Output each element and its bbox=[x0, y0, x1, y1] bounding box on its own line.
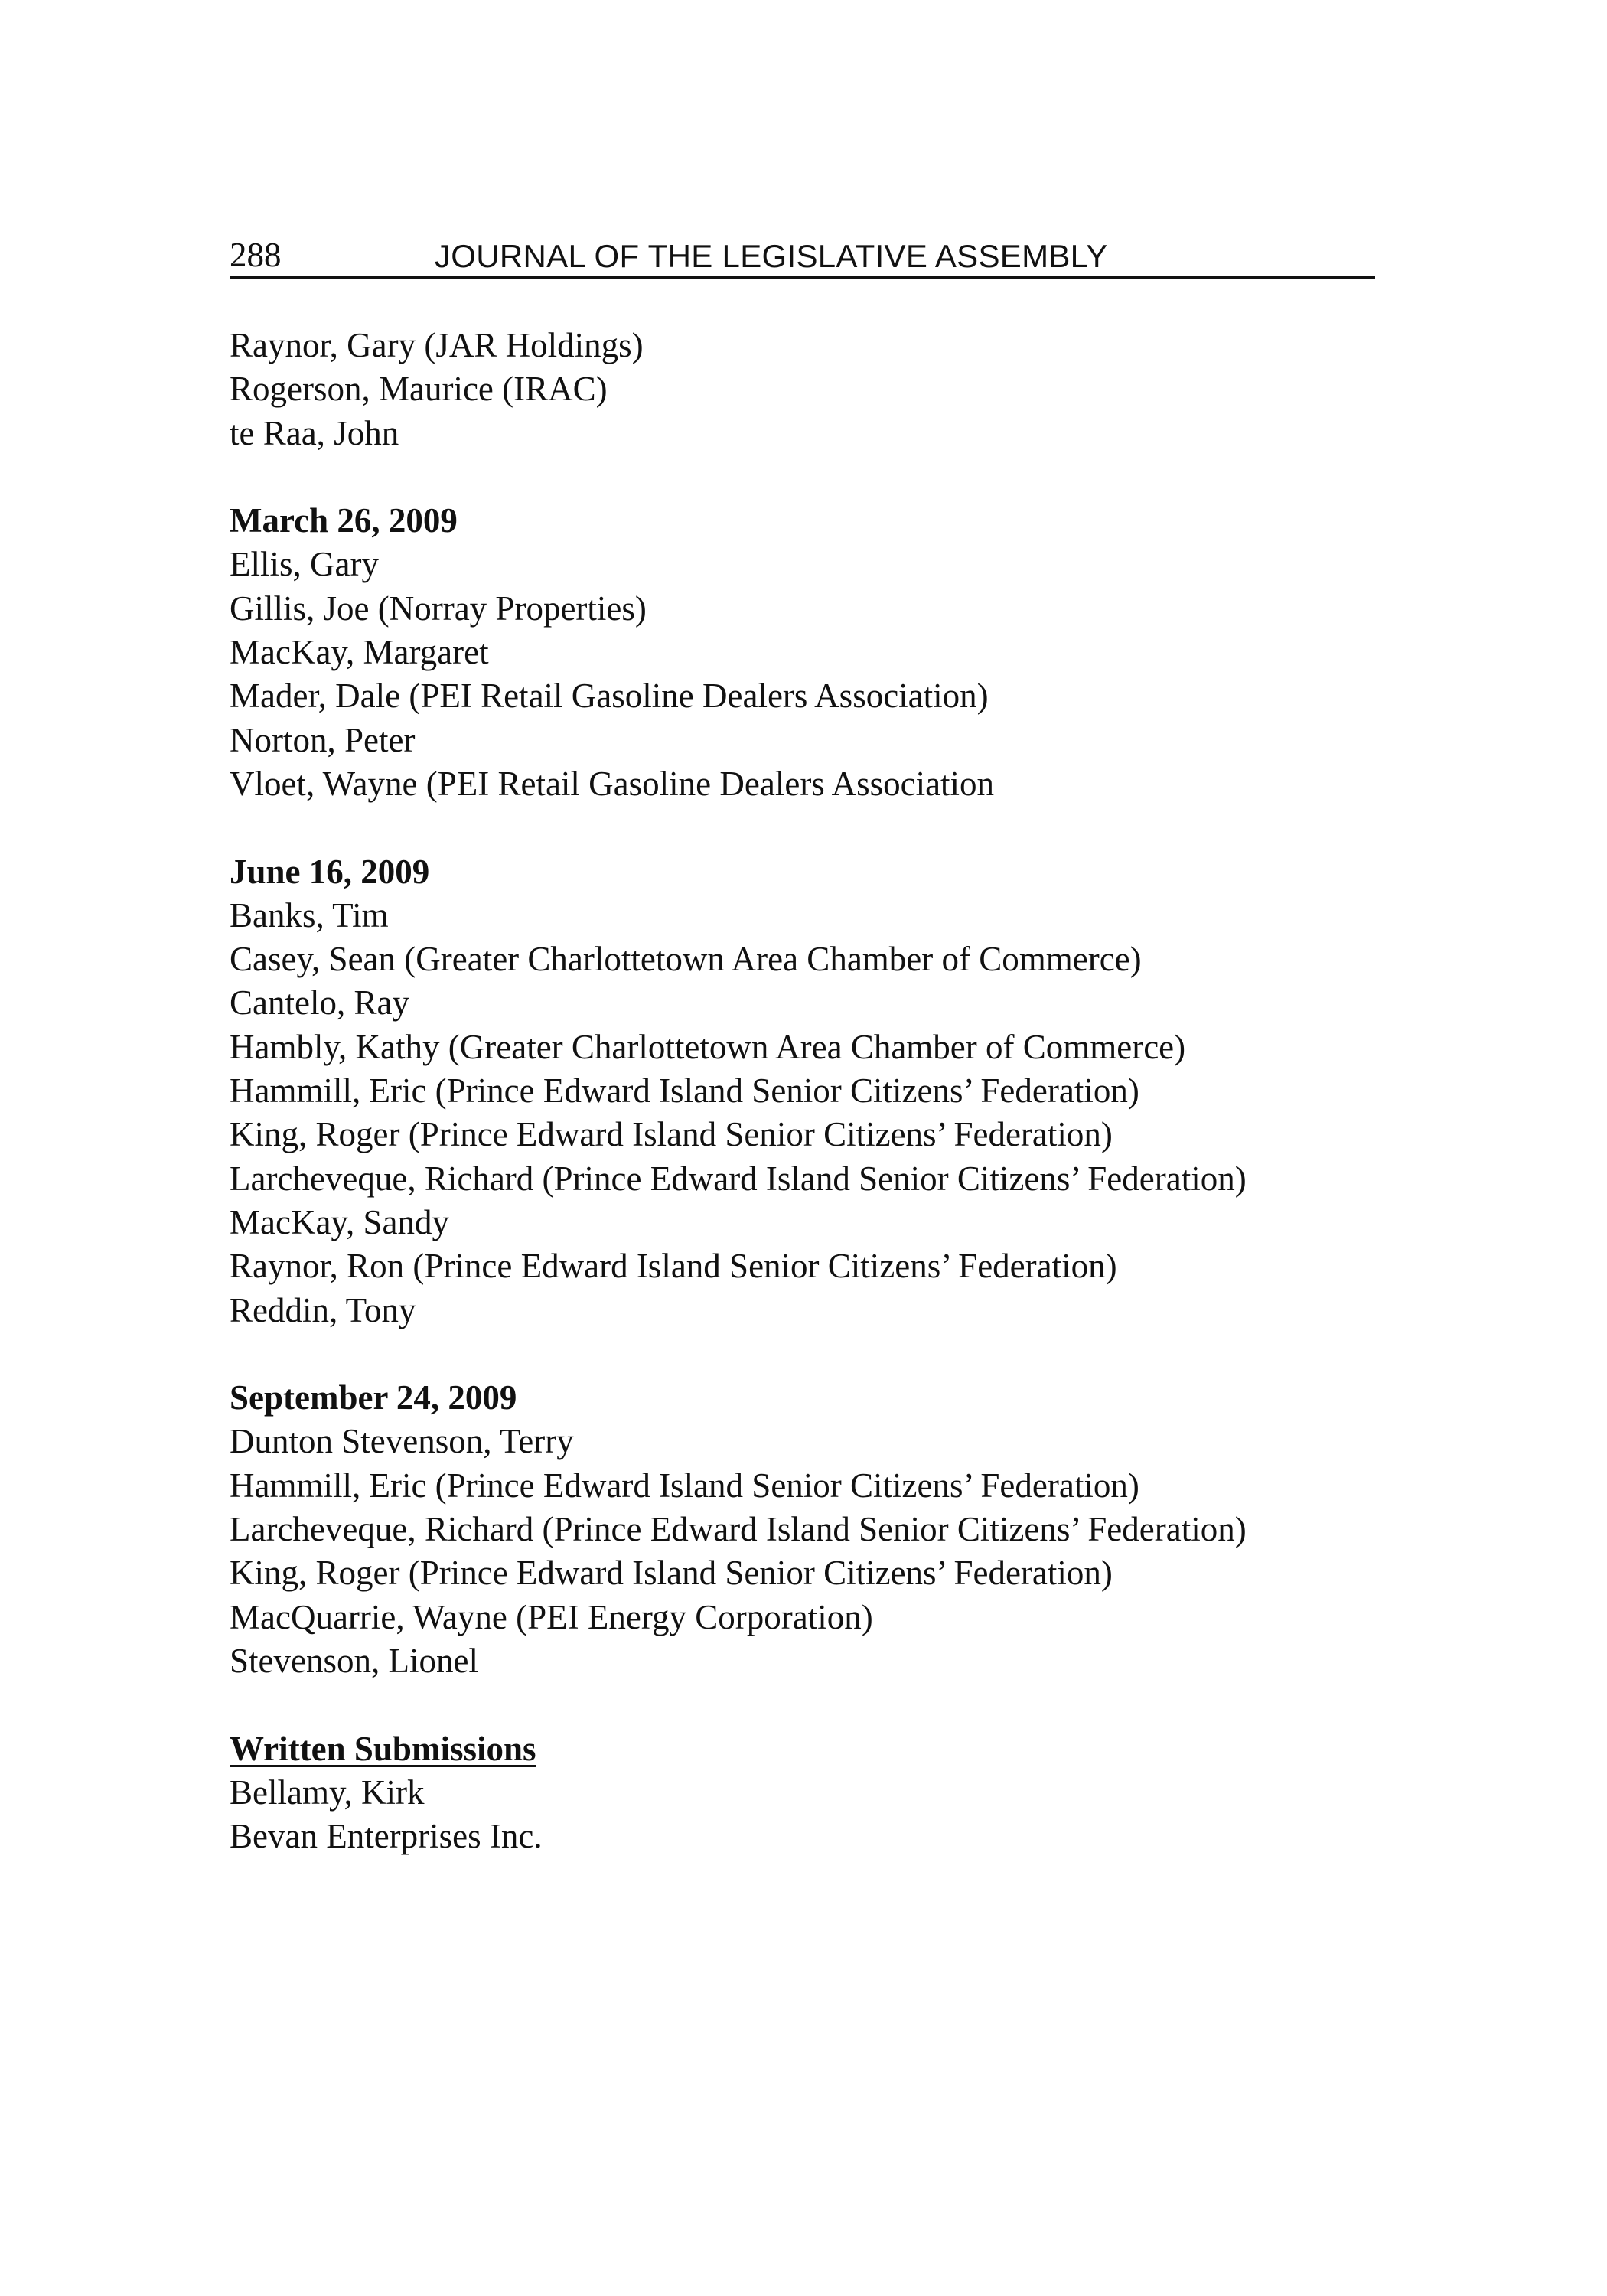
entry-list bbox=[230, 543, 1423, 806]
list-item: Vloet, Wayne (PEI Retail Gasoline Dealers Association bbox=[230, 764, 995, 803]
list-item: Bevan Enterprises Inc. bbox=[230, 1817, 543, 1856]
section-heading: June 16, 2009 bbox=[230, 852, 430, 891]
entry-list bbox=[230, 1771, 1423, 1859]
page-header bbox=[230, 230, 1375, 279]
list-item: Banks, Tim bbox=[230, 895, 389, 934]
section-september-24-2009 bbox=[230, 1376, 1423, 1683]
section-heading: Written Submissions bbox=[230, 1729, 536, 1768]
list-item: Casey, Sean (Greater Charlottetown Area Chamber of Commerce) bbox=[230, 940, 1142, 979]
list-item: Rogerson, Maurice (IRAC) bbox=[230, 370, 608, 409]
list-item: Stevenson, Lionel bbox=[230, 1641, 478, 1680]
list-item: Hambly, Kathy (Greater Charlottetown Area Chamber of Commerce) bbox=[230, 1027, 1186, 1066]
list-item: Larcheveque, Richard (Prince Edward Island Senior Citizens’ Federation) bbox=[230, 1510, 1247, 1549]
section-continued bbox=[230, 324, 1423, 455]
list-item: Dunton Stevenson, Terry bbox=[230, 1422, 574, 1461]
list-item: Cantelo, Ray bbox=[230, 983, 409, 1022]
section-heading: September 24, 2009 bbox=[230, 1378, 517, 1417]
list-item: Larcheveque, Richard (Prince Edward Island Senior Citizens’ Federation) bbox=[230, 1159, 1247, 1198]
witness-list bbox=[230, 324, 1423, 1858]
section-heading: March 26, 2009 bbox=[230, 501, 458, 540]
list-item: te Raa, John bbox=[230, 413, 399, 452]
list-item: Hammill, Eric (Prince Edward Island Senior Citizens’ Federation) bbox=[230, 1466, 1139, 1505]
list-item: MacKay, Sandy bbox=[230, 1202, 450, 1241]
list-item: Mader, Dale (PEI Retail Gasoline Dealers Association) bbox=[230, 677, 989, 716]
page-number: 288 bbox=[230, 236, 282, 274]
list-item: MacKay, Margaret bbox=[230, 633, 489, 672]
list-item: MacQuarrie, Wayne (PEI Energy Corporation) bbox=[230, 1597, 873, 1636]
running-title: JOURNAL OF THE LEGISLATIVE ASSEMBLY bbox=[435, 238, 1108, 274]
section-june-16-2009 bbox=[230, 850, 1423, 1332]
list-item: King, Roger (Prince Edward Island Senior Citizens’ Federation) bbox=[230, 1554, 1113, 1593]
list-item: Hammill, Eric (Prince Edward Island Senior Citizens’ Federation) bbox=[230, 1071, 1139, 1110]
list-item: Raynor, Gary (JAR Holdings) bbox=[230, 326, 644, 364]
list-item: Ellis, Gary bbox=[230, 545, 379, 584]
list-item: Norton, Peter bbox=[230, 720, 416, 759]
list-item: Reddin, Tony bbox=[230, 1290, 416, 1329]
list-item: Bellamy, Kirk bbox=[230, 1773, 425, 1812]
entry-list bbox=[230, 1420, 1423, 1683]
entry-list bbox=[230, 894, 1423, 1332]
list-item: King, Roger (Prince Edward Island Senior Citizens’ Federation) bbox=[230, 1115, 1113, 1154]
entry-list bbox=[230, 324, 1423, 455]
section-march-26-2009 bbox=[230, 499, 1423, 806]
section-written-submissions bbox=[230, 1727, 1423, 1859]
list-item: Gillis, Joe (Norray Properties) bbox=[230, 589, 647, 628]
list-item: Raynor, Ron (Prince Edward Island Senior Citizens’ Federation) bbox=[230, 1247, 1117, 1286]
